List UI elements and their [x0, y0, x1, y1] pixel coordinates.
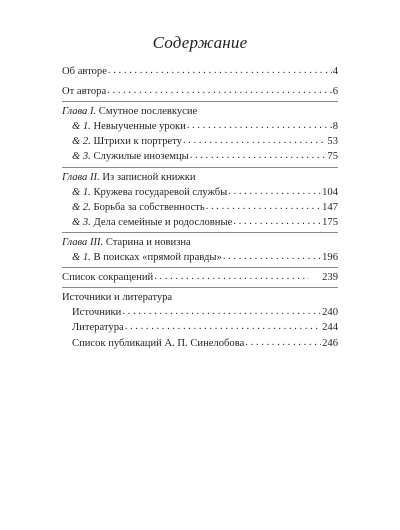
- toc-entry-label: Борьба за собственность: [90, 201, 205, 213]
- table-of-contents: [62, 64, 338, 351]
- section-marker: & 1.: [72, 186, 91, 198]
- chapter-title: Из записной книжки: [99, 171, 196, 183]
- dot-leader: [228, 184, 321, 199]
- toc-entry-page: 75: [327, 151, 338, 163]
- dot-leader: [223, 249, 321, 264]
- section-marker: & 3.: [72, 216, 91, 228]
- dot-leader: [245, 335, 321, 350]
- chapter-prefix: Глава I.: [62, 106, 97, 118]
- toc-chapter-2: [62, 170, 338, 185]
- toc-entry-label: От автора: [62, 86, 107, 98]
- toc-entry-page: 147: [322, 201, 338, 213]
- dot-leader: [125, 319, 321, 334]
- toc-entry-literature: [62, 320, 338, 335]
- toc-entry-label: Служилые иноземцы: [90, 151, 189, 163]
- toc-entry-page: 104: [322, 186, 338, 198]
- toc-entry-sources: [62, 305, 338, 320]
- dot-leader: [206, 199, 321, 214]
- dot-leader: [187, 118, 332, 133]
- dot-leader: [190, 148, 327, 163]
- toc-title: Содержание: [152, 33, 248, 52]
- chapter-title: Старина и новизна: [103, 236, 191, 248]
- separator-line: [62, 167, 338, 168]
- dot-leader: [154, 269, 309, 284]
- toc-entry-2-2: [62, 200, 338, 215]
- toc-entry-label: Невыученные уроки: [90, 121, 186, 133]
- toc-entry-page: 244: [322, 322, 338, 334]
- separator-line: [62, 232, 338, 233]
- section-marker: & 3.: [72, 151, 91, 163]
- chapter-title: Смутное послевкусие: [96, 106, 198, 118]
- section-marker: & 2.: [72, 136, 91, 148]
- toc-entry-page: 240: [322, 307, 338, 319]
- toc-entry-page: 246: [322, 337, 338, 349]
- dot-leader: [108, 63, 332, 78]
- toc-entry-label: Список сокращений: [62, 272, 154, 284]
- toc-entry-label: В поисках «прямой правды»: [90, 252, 222, 264]
- dot-leader: [122, 304, 321, 319]
- toc-entry-label: Об авторе: [62, 66, 107, 77]
- toc-entry-label: Литература: [72, 322, 124, 334]
- toc-entry-label: Источники и литература: [62, 292, 173, 304]
- toc-entry-from-author: [62, 84, 338, 99]
- toc-entry-sources-heading: [62, 290, 338, 305]
- dot-leader: [233, 214, 321, 229]
- toc-chapter-1: [62, 104, 338, 119]
- separator-line: [62, 267, 338, 268]
- toc-entry-page: 239: [322, 272, 338, 284]
- section-marker: & 1.: [72, 121, 91, 133]
- toc-entry-page: 8: [332, 121, 338, 133]
- section-marker: & 2.: [72, 201, 91, 213]
- toc-entry-page: 196: [322, 252, 338, 264]
- toc-entry-label: Штрихи к портрету: [90, 136, 182, 148]
- toc-entry-1-2: [62, 134, 338, 149]
- dot-leader: [107, 83, 332, 98]
- separator-line: [62, 287, 338, 288]
- toc-entry-about-author: [62, 64, 338, 79]
- section-marker: & 1.: [72, 252, 91, 264]
- chapter-prefix: Глава II.: [62, 171, 100, 183]
- dot-leader: [183, 133, 326, 148]
- toc-entry-2-3: [62, 215, 338, 230]
- toc-entry-label: Дела семейные и родословные: [90, 216, 233, 228]
- toc-entry-label: Кружева государевой службы: [90, 186, 228, 198]
- toc-entry-publications: [62, 336, 338, 351]
- chapter-prefix: Глава III.: [62, 236, 104, 248]
- toc-entry-label: Источники: [72, 307, 122, 319]
- toc-entry-page: 53: [327, 136, 338, 148]
- toc-entry-2-1: [62, 185, 338, 200]
- separator-line: [62, 101, 338, 102]
- toc-entry-page: 4: [332, 66, 338, 77]
- toc-entry-1-1: [62, 119, 338, 134]
- toc-entry-abbreviations: [62, 270, 338, 285]
- toc-chapter-3: [62, 235, 338, 250]
- toc-entry-label: Список публикаций А. П. Синелобова: [72, 337, 245, 349]
- toc-entry-page: 175: [322, 216, 338, 228]
- toc-entry-1-3: [62, 149, 338, 164]
- toc-entry-page: 6: [332, 86, 338, 98]
- toc-entry-3-1: [62, 250, 338, 265]
